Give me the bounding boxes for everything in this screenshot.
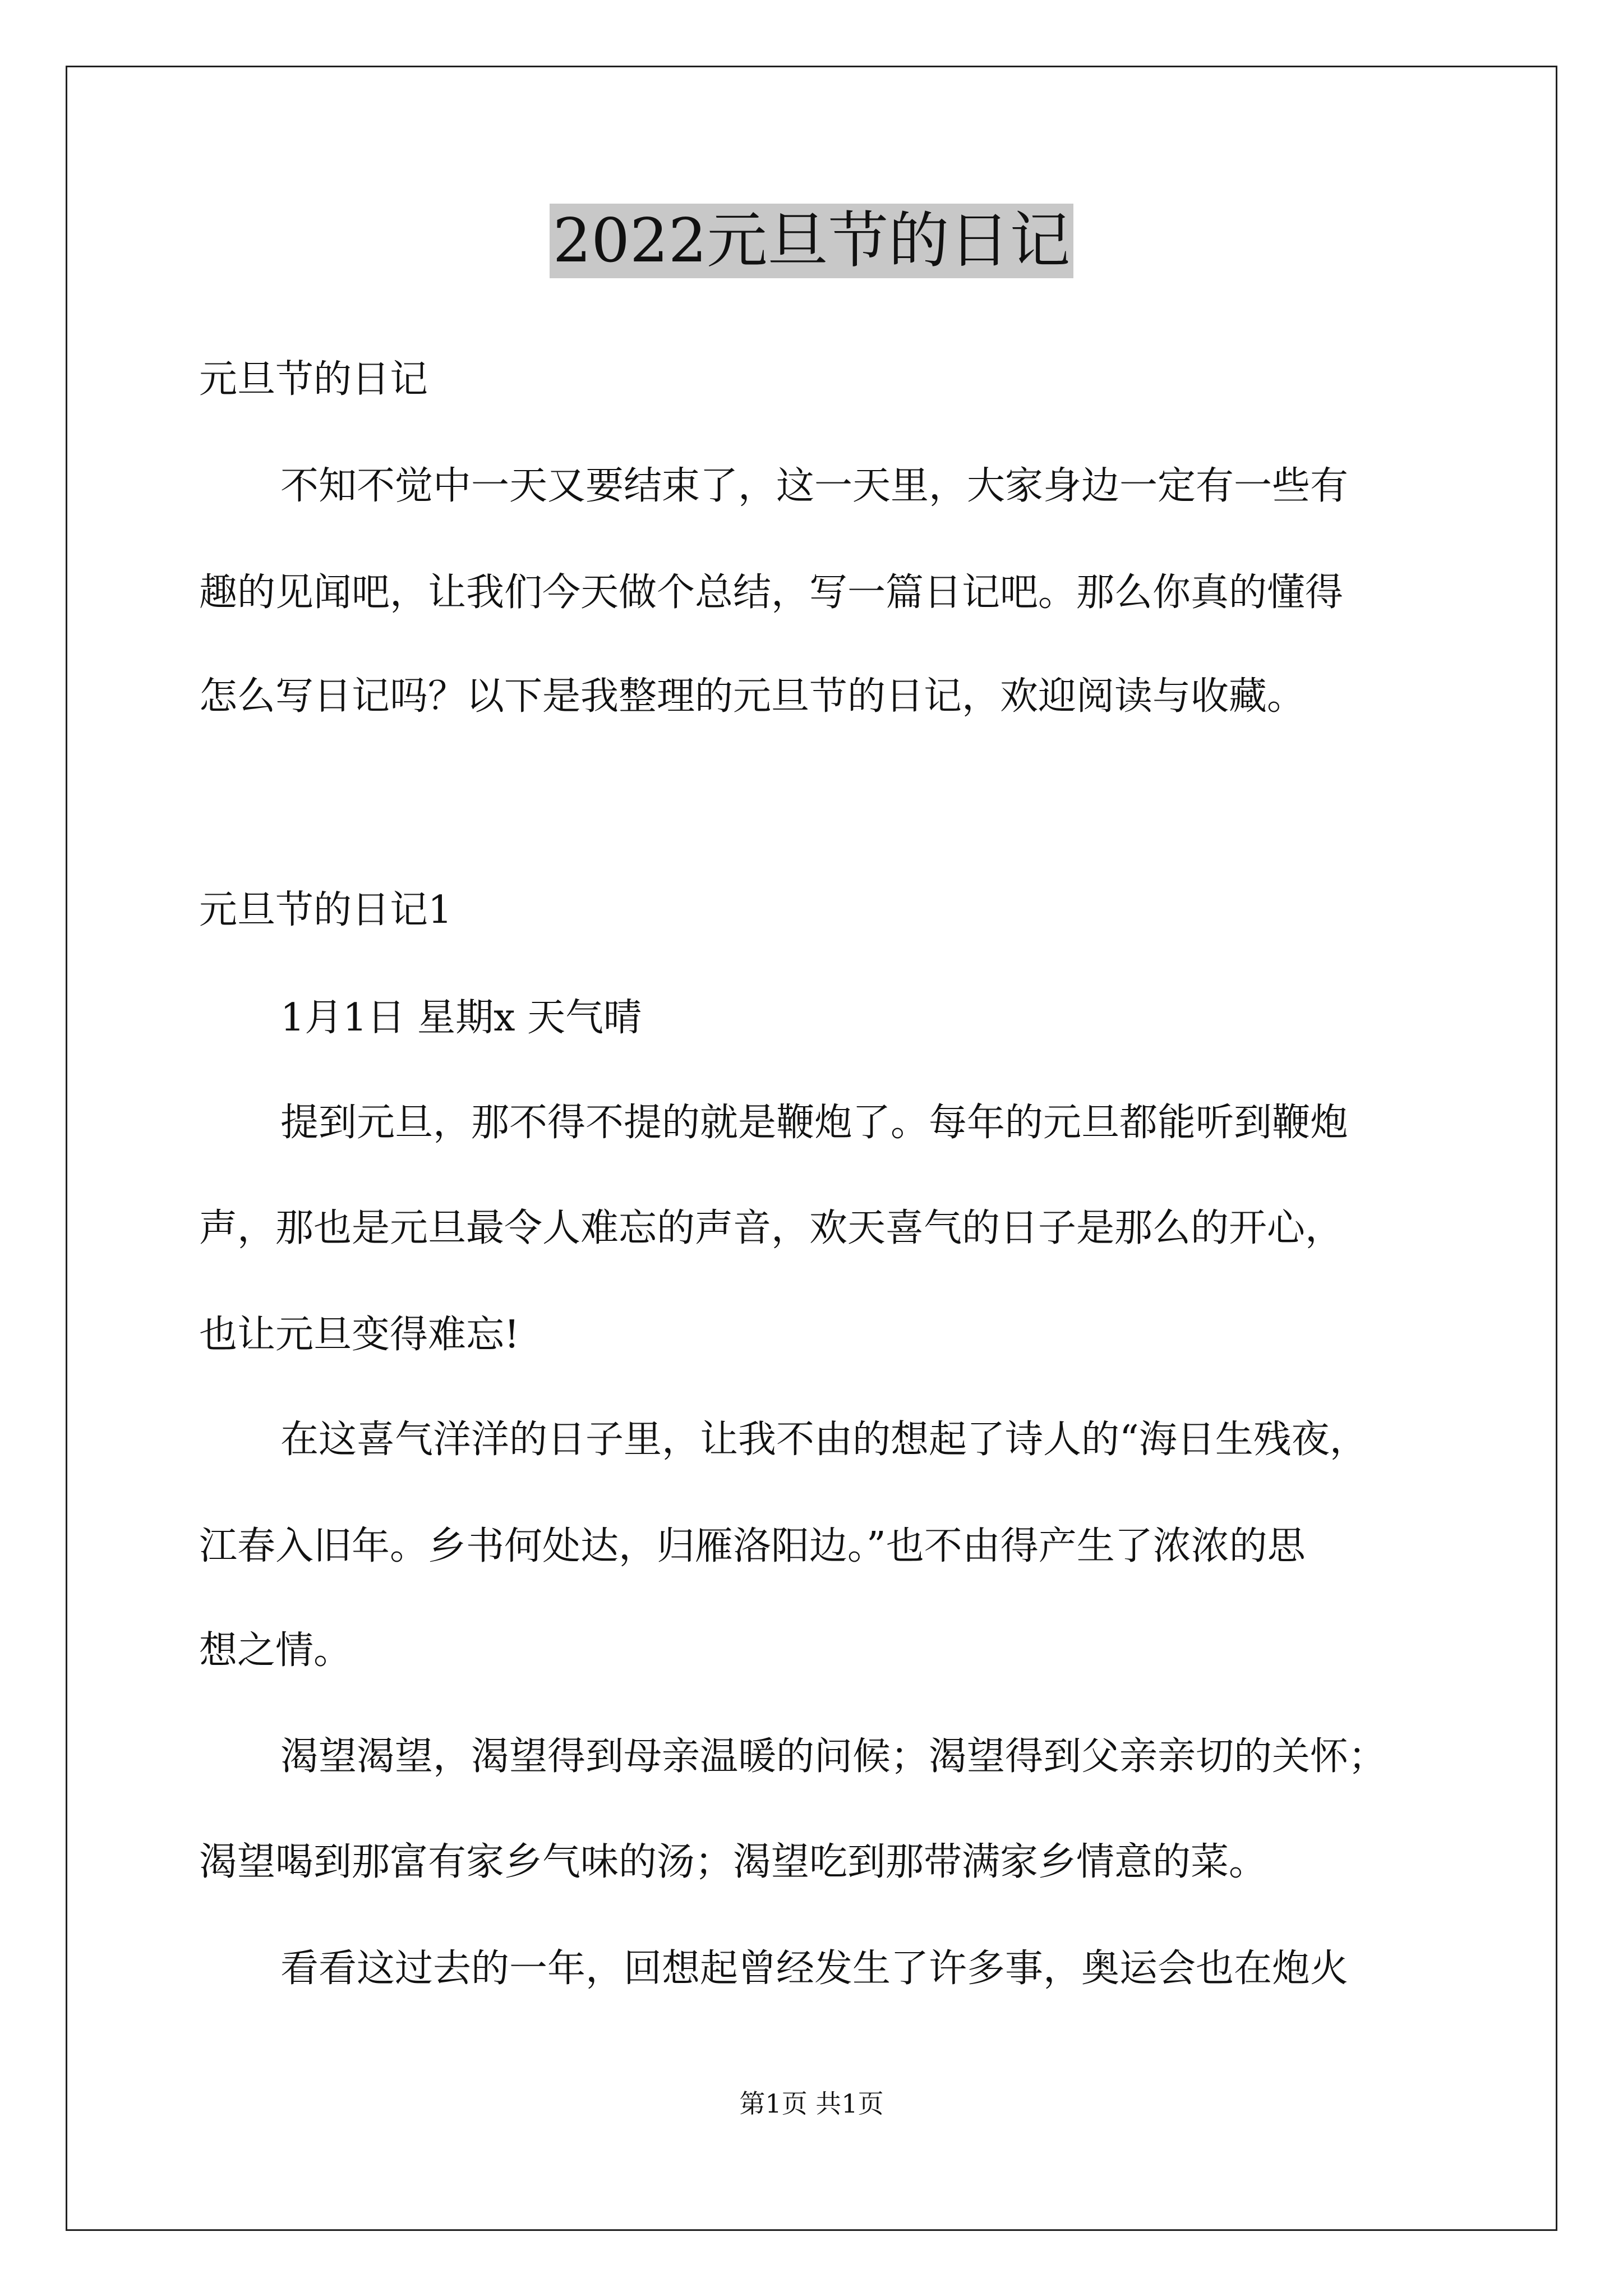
title-text: 2022元旦节的日记 <box>550 204 1074 278</box>
body-line: 提到元旦，那不得不提的就是鞭炮了。每年的元旦都能听到鞭炮 <box>280 1101 1349 1145</box>
intro-line: 怎么写日记吗？以下是我整理的元旦节的日记，欢迎阅读与收藏。 <box>199 674 1306 719</box>
body-line: 渴望喝到那富有家乡气味的汤；渴望吃到那带满家乡情意的菜。 <box>199 1840 1267 1884</box>
page-footer: 第1页 共1页 <box>739 2088 884 2119</box>
body-line: 在这喜气洋洋的日子里，让我不由的想起了诗人的“海日生残夜， <box>280 1418 1368 1462</box>
document-title <box>0 202 1623 280</box>
body-line: 江春入旧年。乡书何处达，归雁洛阳边。”也不由得产生了浓浓的思 <box>199 1524 1306 1568</box>
subtitle: 元旦节的日记 <box>199 357 428 402</box>
body-line: 渴望渴望，渴望得到母亲温暖的问候；渴望得到父亲亲切的关怀； <box>280 1734 1387 1779</box>
body-line: 声，那也是元旦最令人难忘的声音，欢天喜气的日子是那么的开心， <box>199 1206 1344 1250</box>
section-heading: 元旦节的日记1 <box>199 888 453 932</box>
date-weather-line: 1月1日 星期x 天气晴 <box>280 996 642 1040</box>
intro-line: 趣的见闻吧，让我们今天做个总结，写一篇日记吧。那么你真的懂得 <box>199 570 1344 615</box>
body-line: 看看这过去的一年，回想起曾经发生了许多事，奥运会也在炮火 <box>280 1947 1349 1991</box>
body-line: 也让元旦变得难忘! <box>199 1313 520 1357</box>
intro-line: 不知不觉中一天又要结束了，这一天里，大家身边一定有一些有 <box>280 464 1349 508</box>
body-line: 想之情。 <box>199 1628 352 1673</box>
